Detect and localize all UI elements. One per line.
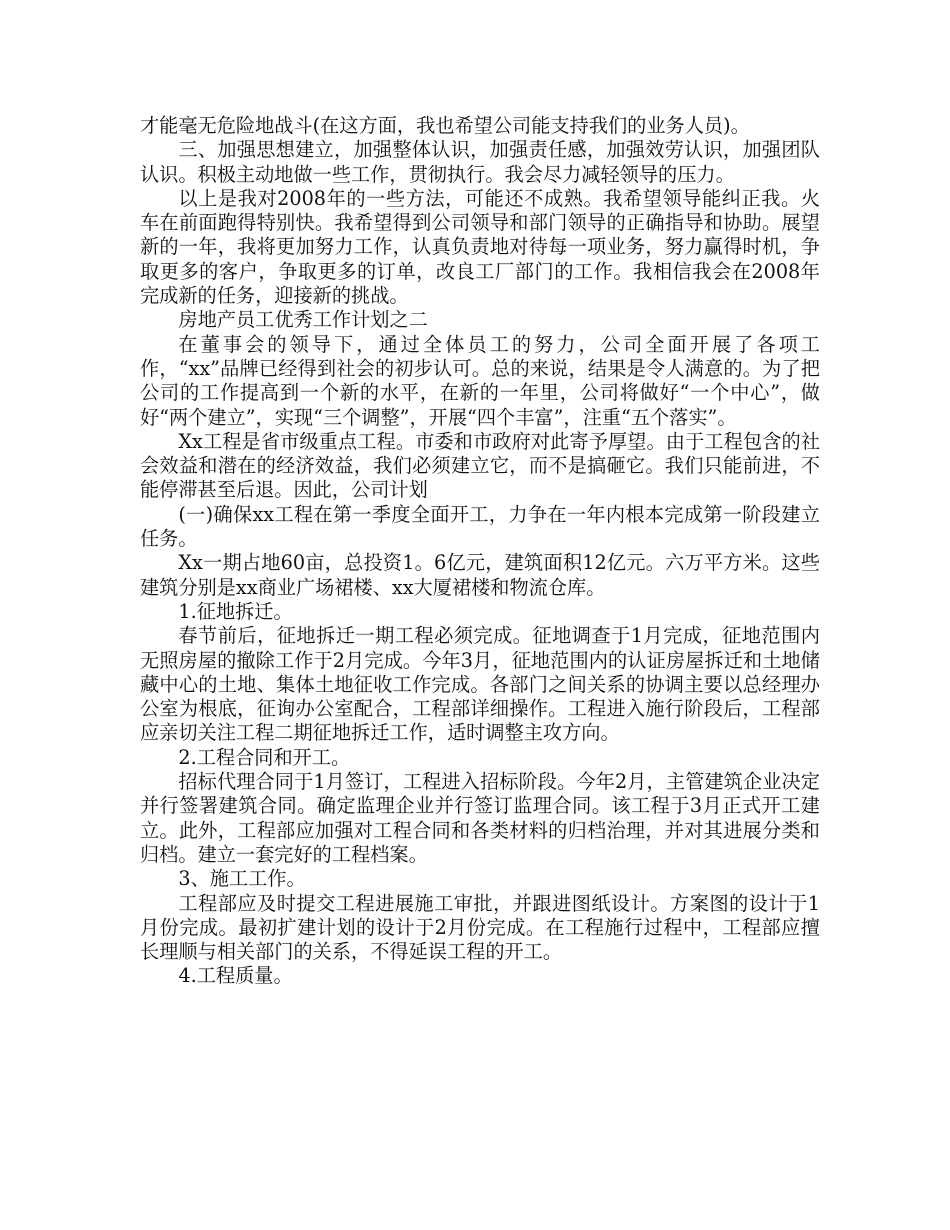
subheading: 3、施工工作。 xyxy=(178,867,306,891)
section-heading: 房地产员工优秀工作计划之二 xyxy=(178,308,428,332)
paragraph: 招标代理合同于1月签订，工程进入招标阶段。今年2月，主管建筑企业决定并行签署建筑合同。确定监理企业并行签订监理合同。该工程于3月正式开工建立。此外，工程部应加强对工程合同和各类材料的归档治理，并对其进展分类和归档。建立一套完好的工程档案。 xyxy=(140,770,820,866)
paragraph: 以上是我对2008年的一些方法，可能还不成熟。我希望领导能纠正我。火车在前面跑得特别快。我希望得到公司领导和部门领导的正确指导和协助。展望新的一年，我将更加努力工作，认真负责地对待每一项业务，努力赢得时机，争取更多的客户，争取更多的订单，改良工厂部门的工作。我相信我会在2008年完成新的任务，迎接新的挑战。 xyxy=(140,186,820,308)
paragraph: Xx一期占地60亩，总投资1。6亿元，建筑面积12亿元。六万平方米。这些建筑分别是xx商业广场裙楼、xx大厦裙楼和物流仓库。 xyxy=(140,551,820,599)
subheading: 2.工程合同和开工。 xyxy=(178,745,351,769)
paragraph: 在董事会的领导下，通过全体员工的努力，公司全面开展了各项工作，“xx”品牌已经得到社会的初步认可。总的来说，结果是令人满意的。为了把公司的工作提高到一个新的水平，在新的一年里，公司将做好“一个中心”，做好“两个建立”，实现“三个调整”，开展“四个丰富”，注重“五个落实”。 xyxy=(140,332,820,429)
paragraph: 春节前后，征地拆迁一期工程必须完成。征地调查于1月完成，征地范围内无照房屋的撤除工作于2月完成。今年3月，征地范围内的认证房屋拆迁和土地储藏中心的土地、集体土地征收工作完成。各部门之间关系的协调主要以总经理办公室为根底，征询办公室配合，工程部详细操作。工程进入施行阶段后，工程部应亲切关注工程二期征地拆迁工作，适时调整主攻方向。 xyxy=(140,624,820,745)
paragraph: 工程部应及时提交工程进展施工审批，并跟进图纸设计。方案图的设计于1月份完成。最初扩建计划的设计于2月份完成。在工程施行过程中，工程部应擅长理顺与相关部门的关系，不得延误工程的开工。 xyxy=(140,891,820,964)
subheading: 4.工程质量。 xyxy=(178,964,293,988)
paragraph: (一)确保xx工程在第一季度全面开工，力争在一年内根本完成第一阶段建立任务。 xyxy=(140,502,820,551)
paragraph: 三、加强思想建立，加强整体认识，加强责任感，加强效劳认识，加强团队认识。积极主动地做一些工作，贯彻执行。我会尽力减轻领导的压力。 xyxy=(140,138,820,186)
document-page xyxy=(140,114,820,989)
paragraph: 才能毫无危险地战斗(在这方面，我也希望公司能支持我们的业务人员)。 xyxy=(140,114,750,137)
subheading: 1.征地拆迁。 xyxy=(178,599,293,623)
paragraph: Xx工程是省市级重点工程。市委和市政府对此寄予厚望。由于工程包含的社会效益和潜在的经济效益，我们必须建立它，而不是搞砸它。我们只能前进，不能停滞甚至后退。因此，公司计划 xyxy=(140,429,820,502)
